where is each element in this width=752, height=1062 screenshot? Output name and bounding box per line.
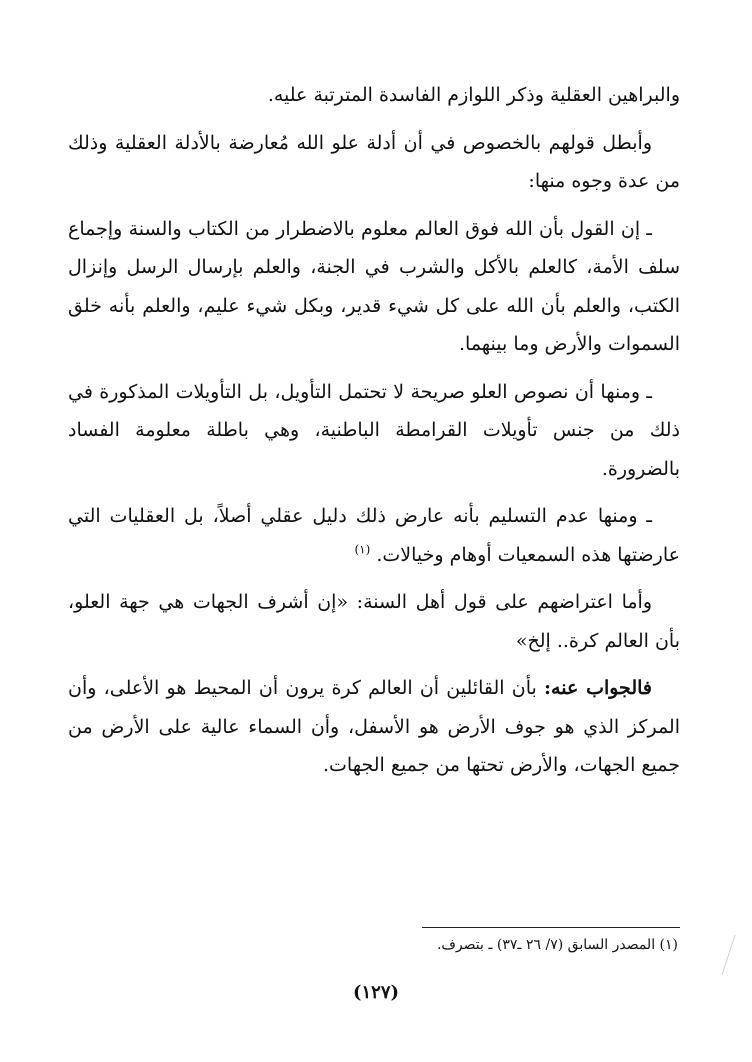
paragraph-7-text: بأن القائلين أن العالم كرة يرون أن المحيط هو الأعلى، وأن المركز الذي هو جوف الأرض هو الأسفل، وأن السماء عالية على الأرض من جميع الجهات، والأرض تحتها من جميع الجهات. bbox=[68, 677, 680, 776]
paragraph-5-text: ـ ومنها عدم التسليم بأنه عارض ذلك دليل عقلي أصلاً، بل العقليات التي عارضتها هذه السمعيات أوهام وخيالات. bbox=[68, 505, 680, 566]
paragraph-7 bbox=[68, 669, 680, 785]
page-number: (١٢٧) bbox=[352, 982, 400, 1003]
paragraph-6-text: وأما اعتراضهم على قول أهل السنة: «إن أشرف الجهات هي جهة العلو، بأن العالم كرة.. إلخ» bbox=[68, 591, 680, 652]
footnote-reference[interactable]: (١) bbox=[354, 542, 371, 557]
paragraph-2 bbox=[68, 124, 680, 201]
footnote-divider bbox=[422, 927, 680, 928]
paragraph-4-text: ـ ومنها أن نصوص العلو صريحة لا تحتمل التأويل، بل التأويلات المذكورة في ذلك من جنس تأويلات القرامطة الباطنية، وهي باطلة معلومة الفساد بالضرورة. bbox=[68, 380, 680, 480]
paragraph-1-text: والبراهين العقلية وذكر اللوازم الفاسدة المترتبة عليه. bbox=[267, 84, 680, 106]
paragraph-1 bbox=[68, 76, 680, 115]
paragraph-2-text: وأبطل قولهم بالخصوص في أن أدلة علو الله مُعارضة بالأدلة العقلية وذلك من عدة وجوه منها: bbox=[68, 131, 680, 192]
answer-lead: فالجواب عنه: bbox=[544, 677, 652, 699]
paragraph-3-text: ـ إن القول بأن الله فوق العالم معلوم بالاضطرار من الكتاب والسنة وإجماع سلف الأمة، كالعلم بالأكل والشرب في الجنة، والعلم بإرسال الرسل وإنزال الكتب، والعلم بأن الله على كل شيء قدير، وبكل شيء عليم، والعلم بأنه خلق السموات والأرض وما بينهما. bbox=[68, 217, 680, 355]
paragraph-3 bbox=[68, 210, 680, 364]
paragraph-4 bbox=[68, 373, 680, 489]
paragraph-5 bbox=[68, 497, 680, 574]
paragraph-6 bbox=[68, 583, 680, 660]
footnote-text: (١) المصدر السابق (٧/ ٢٦ ـ٣٧) ـ بتصرف. bbox=[436, 937, 678, 953]
body-text bbox=[68, 76, 680, 794]
scan-edge-mark bbox=[722, 935, 750, 975]
